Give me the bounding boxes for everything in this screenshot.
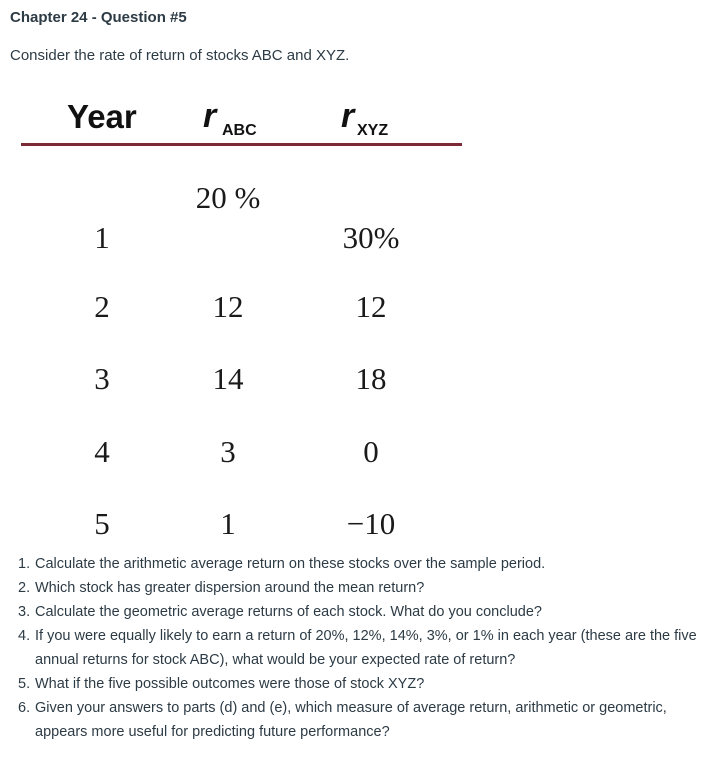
header-r-abc-subscript: ABC	[222, 122, 257, 139]
question-number: 1.	[18, 556, 31, 572]
question-text: What if the five possible outcomes were those of stock XYZ?	[35, 676, 425, 692]
question-text: Calculate the arithmetic average return on these stocks over the sample period.	[35, 556, 546, 572]
question-number: 6.	[18, 700, 31, 716]
table-cell-abc: 20 %	[195, 180, 261, 215]
question-number: 5.	[18, 676, 31, 692]
table-cell-year: 4	[94, 434, 110, 469]
question-text: If you were equally likely to earn a return of 20%, 12%, 14%, 3%, or 1% in each year (these are the five annual returns for stock ABC), what would be your expected rate of return?	[35, 628, 697, 668]
question-number: 3.	[18, 604, 31, 620]
table-cell-xyz: 12	[355, 289, 387, 324]
question-text: Which stock has greater dispersion around the mean return?	[35, 580, 425, 596]
table-cell-abc: 3	[220, 434, 236, 469]
question-list	[18, 552, 708, 744]
question-text: Calculate the geometric average returns of each stock. What do you conclude?	[35, 604, 542, 620]
table-cell-xyz: 18	[355, 361, 387, 396]
header-r-xyz-symbol: r	[341, 97, 355, 135]
question-item	[18, 600, 708, 624]
header-r-abc-symbol: r	[203, 97, 217, 135]
table-cell-xyz: −10	[346, 506, 396, 541]
table-cell-year: 5	[94, 506, 110, 541]
table-cell-abc: 14	[212, 361, 244, 396]
table-cell-abc: 12	[212, 289, 244, 324]
intro-text: Consider the rate of return of stocks ABC and XYZ.	[10, 47, 350, 64]
table-cell-xyz: 0	[363, 434, 379, 469]
table-cell-abc: 1	[220, 506, 236, 541]
question-number: 2.	[18, 580, 31, 596]
table-cell-xyz: 30%	[342, 220, 400, 255]
question-text: Given your answers to parts (d) and (e), which measure of average return, arithmetic or geometric, appears more useful for predicting future performance?	[35, 700, 667, 740]
question-item	[18, 552, 708, 576]
question-item	[18, 672, 708, 696]
question-item	[18, 576, 708, 600]
header-r-xyz-subscript: XYZ	[357, 122, 389, 139]
question-number: 4.	[18, 628, 31, 644]
table-cell-year: 2	[94, 289, 110, 324]
page-title: Chapter 24 - Question #5	[10, 9, 187, 26]
table-cell-year: 1	[94, 220, 110, 255]
header-year: Year	[67, 98, 137, 135]
table-cell-year: 3	[94, 361, 110, 396]
header-divider	[21, 143, 462, 146]
question-item	[18, 696, 708, 744]
question-item	[18, 624, 708, 672]
